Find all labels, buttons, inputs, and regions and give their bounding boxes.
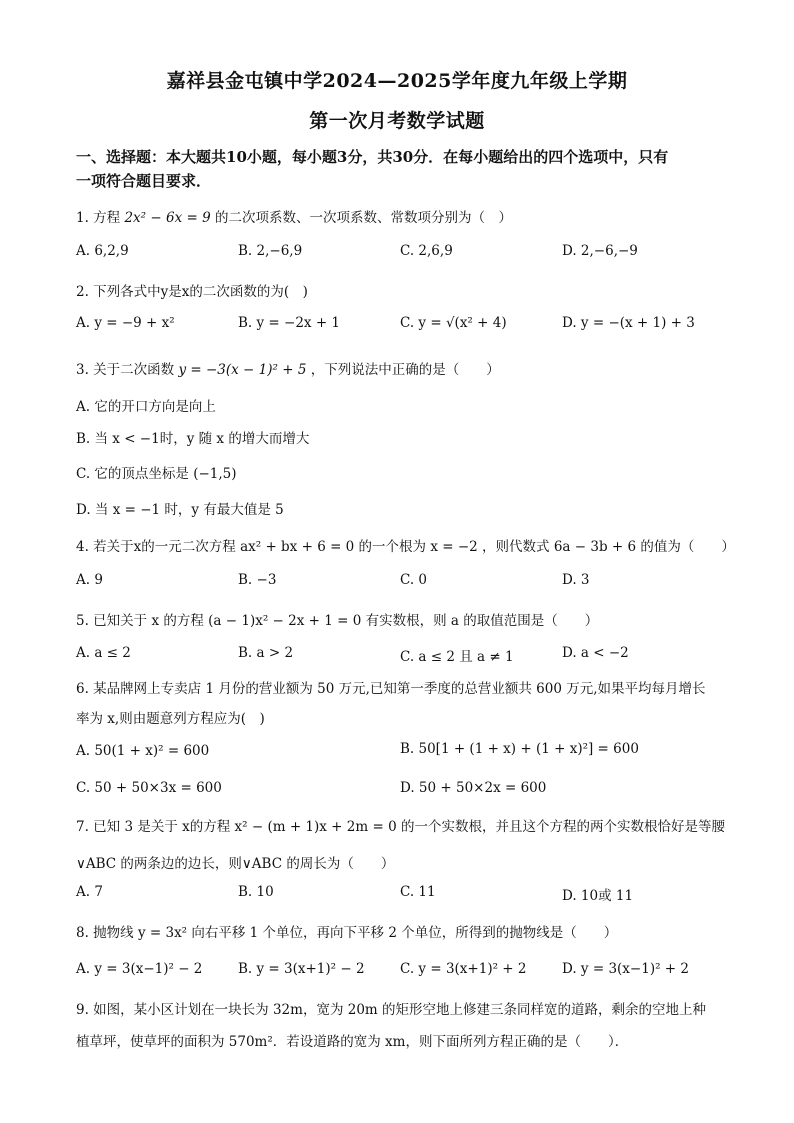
question-6-line2: 率为 x,则由题意列方程应为( ) — [76, 711, 265, 727]
question-1 — [76, 206, 512, 226]
question-5-option-a[interactable]: A. a ≤ 2 — [76, 645, 131, 661]
section-instruction-line1: 一、选择题：本大题共10小题，每小题3分，共30分．在每小题给出的四个选项中，只有 — [76, 148, 669, 166]
question-4-option-d[interactable]: D. 3 — [562, 572, 590, 588]
question-4-option-c[interactable]: C. 0 — [400, 572, 428, 588]
question-2-option-c[interactable]: C. y = √(x² + 4) — [400, 315, 507, 331]
question-8-option-a[interactable]: A. y = 3(x−1)² − 2 — [76, 961, 203, 977]
question-7-line2: ∨ABC 的两条边的边长，则∨ABC 的周长为（ ） — [76, 856, 395, 872]
question-1-option-b[interactable]: B. 2,−6,9 — [238, 243, 303, 259]
question-3 — [76, 358, 500, 378]
exam-subtitle: 第一次月考数学试题 — [309, 110, 485, 132]
question-8-option-b[interactable]: B. y = 3(x+1)² − 2 — [238, 961, 365, 977]
question-7-option-b[interactable]: B. 10 — [238, 884, 274, 900]
question-1-suffix: 的二次项系数、一次项系数、常数项分别为（ ） — [214, 210, 512, 226]
question-3-option-b[interactable]: B. 当 x < −1时，y 随 x 的增大而增大 — [76, 431, 310, 447]
question-1-option-d[interactable]: D. 2,−6,−9 — [562, 243, 638, 259]
question-2-option-d[interactable]: D. y = −(x + 1) + 3 — [562, 315, 695, 331]
question-8: 8. 抛物线 y = 3x² 向右平移 1 个单位，再向下平移 2 个单位，所得到的抛物线是（ ） — [76, 925, 618, 941]
question-2-option-a[interactable]: A. y = −9 + x² — [76, 315, 175, 331]
question-7-line1: 7. 已知 3 是关于 x的方程 x² − (m + 1)x + 2m = 0 的一个实数根，并且这个方程的两个实数根恰好是等腰 — [76, 819, 725, 835]
question-1-option-a[interactable]: A. 6,2,9 — [76, 243, 129, 259]
question-8-option-d[interactable]: D. y = 3(x−1)² + 2 — [562, 961, 689, 977]
question-2-option-b[interactable]: B. y = −2x + 1 — [238, 315, 341, 331]
question-4-option-a[interactable]: A. 9 — [76, 572, 103, 588]
question-4: 4. 若关于x的一元二次方程 ax² + bx + 6 = 0 的一个根为 x = −2 ，则代数式 6a − 3b + 6 的值为（ ） — [76, 539, 735, 555]
question-3-option-d[interactable]: D. 当 x = −1 时，y 有最大值是 5 — [76, 502, 284, 518]
question-5-option-d[interactable]: D. a < −2 — [562, 645, 629, 661]
question-7-option-a[interactable]: A. 7 — [76, 884, 103, 900]
question-5-option-b[interactable]: B. a > 2 — [238, 645, 294, 661]
question-3-option-c[interactable]: C. 它的顶点坐标是 (−1,5) — [76, 466, 237, 482]
question-1-option-c[interactable]: C. 2,6,9 — [400, 243, 453, 259]
question-6-option-a[interactable]: A. 50(1 + x)² = 600 — [76, 743, 210, 759]
question-7-option-c[interactable]: C. 11 — [400, 884, 436, 900]
question-6-line1: 6. 某品牌网上专卖店 1 月份的营业额为 50 万元,已知第一季度的总营业额共 600 万元,如果平均每月增长 — [76, 681, 706, 697]
question-5: 5. 已知关于 x 的方程 (a − 1)x² − 2x + 1 = 0 有实数根，则 a 的取值范围是（ ） — [76, 613, 599, 629]
question-9-line2: 植草坪，使草坪的面积为 570m²．若设道路的宽为 xm，则下面所列方程正确的是（ ）． — [76, 1034, 629, 1050]
section-instruction-line2: 一项符合题目要求． — [76, 172, 212, 190]
exam-title: 嘉祥县金屯镇中学2024—2025学年度九年级上学期 — [166, 70, 628, 92]
question-4-option-b[interactable]: B. −3 — [238, 572, 277, 588]
question-1-equation: 2x² − 6x = 9 — [124, 210, 211, 226]
question-6-option-b[interactable]: B. 50[1 + (1 + x) + (1 + x)²] = 600 — [400, 741, 639, 757]
question-6-option-d[interactable]: D. 50 + 50×2x = 600 — [400, 780, 547, 796]
question-9-line1: 9. 如图，某小区计划在一块长为 32m，宽为 20m 的矩形空地上修建三条同样宽的道路，剩余的空地上种 — [76, 1002, 707, 1018]
question-8-option-c[interactable]: C. y = 3(x+1)² + 2 — [400, 961, 527, 977]
question-3-equation: y = −3(x − 1)² + 5 — [178, 362, 307, 378]
question-3-prefix: 3. 关于二次函数 — [76, 362, 175, 378]
question-1-prefix: 1. 方程 — [76, 210, 121, 226]
question-5-option-c[interactable]: C. a ≤ 2 且 a ≠ 1 — [400, 649, 514, 665]
question-3-option-a[interactable]: A. 它的开口方向是向上 — [76, 399, 216, 415]
question-6-option-c[interactable]: C. 50 + 50×3x = 600 — [76, 780, 222, 796]
question-3-suffix: ，下列说法中正确的是（ ） — [310, 362, 500, 378]
question-2: 2. 下列各式中y是x的二次函数的为( ) — [76, 284, 308, 300]
question-7-option-d[interactable]: D. 10或 11 — [562, 888, 634, 904]
